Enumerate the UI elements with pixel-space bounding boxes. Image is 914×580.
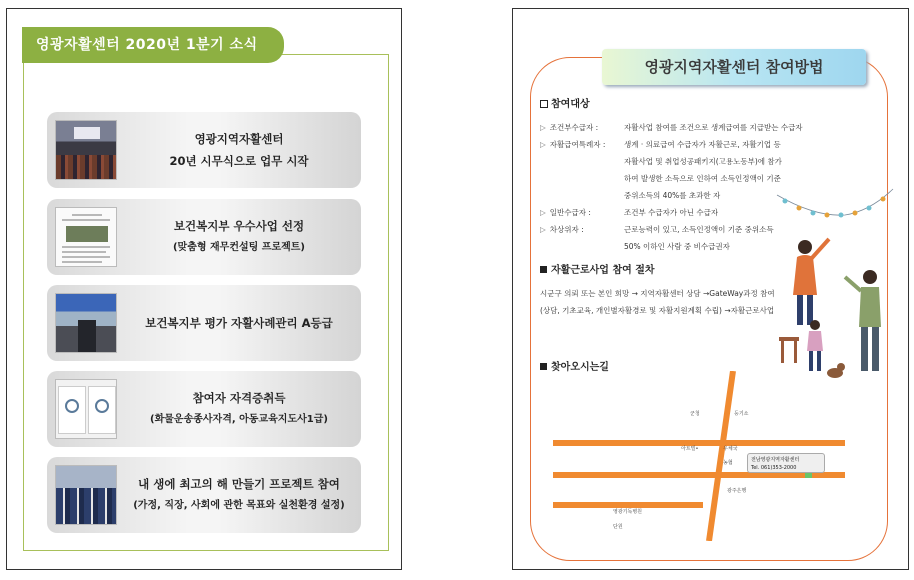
- newsletter-page-right: [512, 8, 909, 570]
- certificate-photo: [55, 379, 117, 439]
- news-line: 영광지역자활센터: [194, 132, 284, 146]
- group-photo: [55, 465, 117, 525]
- map-label: 단원: [613, 524, 623, 530]
- news-card-5: [47, 457, 361, 533]
- eligibility-heading: 참여대상: [540, 95, 590, 110]
- location-callout: 전남영광지역자활센터 Tel. 061)353-2000: [747, 453, 825, 473]
- triangle-icon: ▷: [540, 140, 546, 149]
- map-label: 농협: [723, 460, 733, 466]
- ceremony-photo: [55, 120, 117, 180]
- directions-heading: 찾아오시는길: [540, 358, 609, 373]
- map-label: 군청: [690, 411, 700, 417]
- map-label: 영광기독병원: [613, 509, 642, 515]
- triangle-icon: ▷: [540, 123, 546, 132]
- eligibility-row: ▷ 차상위자 : 근로능력이 있고, 소득인정액이 기준 중위소득 50% 이하인 사람 중 비수급권자: [540, 225, 774, 251]
- news-line: 20년 시무식으로 업무 시작: [169, 154, 309, 168]
- square-icon: [540, 363, 547, 370]
- people-illustration: [775, 177, 895, 387]
- news-card-4: [47, 371, 361, 447]
- news-line: 참여자 자격증취득: [192, 391, 286, 405]
- map-label: 우체국: [723, 446, 738, 452]
- news-line: (가정, 직장, 사회에 관한 목표와 실천환경 설정): [133, 500, 345, 511]
- map-label: 아트빌•: [681, 446, 699, 452]
- newsletter-page-left: [6, 8, 402, 570]
- map-label: 등기소: [734, 411, 749, 417]
- procedure-text: 시군구 의뢰 또는 본인 희망 → 지역자활센터 상담 →GateWay과정 참여(상담, 기초교육, 개인별자활경로 및 자활지원계획 수립) →자활근로사업: [540, 289, 775, 315]
- news-card-3: [47, 285, 361, 361]
- news-line: 보건복지부 우수사업 선정: [173, 219, 305, 233]
- procedure-heading: 자활근로사업 참여 절차: [540, 261, 655, 276]
- news-line: (맞춤형 재무컨설팅 프로젝트): [172, 242, 306, 253]
- news-line: 보건복지부 평가 자활사례관리 A등급: [145, 316, 333, 330]
- triangle-icon: ▷: [540, 208, 546, 217]
- square-icon: [540, 266, 547, 273]
- document-photo: [55, 207, 117, 267]
- news-card-1: [47, 112, 361, 188]
- news-line: 내 생에 최고의 해 만들기 프로젝트 참여: [138, 477, 340, 491]
- location-map: [553, 371, 853, 541]
- building-photo: [55, 293, 117, 353]
- eligibility-row: ▷ 조건부수급자 : 자활사업 참여를 조건으로 생계급여를 지급받는 수급자: [540, 123, 803, 132]
- eligibility-row: ▷ 자활급여특례자 : 생계 · 의료급여 수급자가 자활근로, 자활기업 등 자활사업 및 취업성공패키지(고용노동부)에 참가하여 발생한 소득으로 인하여 소득인정액이 기준 중위소득의 40%를 초과한 자: [540, 140, 782, 200]
- news-title: 영광자활센터 2020년 1분기 소식: [22, 27, 284, 63]
- eligibility-row: ▷ 일반수급자 : 조건부 수급자가 아닌 수급자: [540, 208, 719, 217]
- news-line: (화물운송종사자격, 아동교육지도사1급): [150, 414, 328, 425]
- participation-title: 영광지역자활센터 참여방법: [602, 49, 866, 85]
- map-label: 광주은행: [727, 488, 747, 494]
- news-card-2: [47, 199, 361, 275]
- square-icon: [540, 100, 548, 108]
- triangle-icon: ▷: [540, 225, 546, 234]
